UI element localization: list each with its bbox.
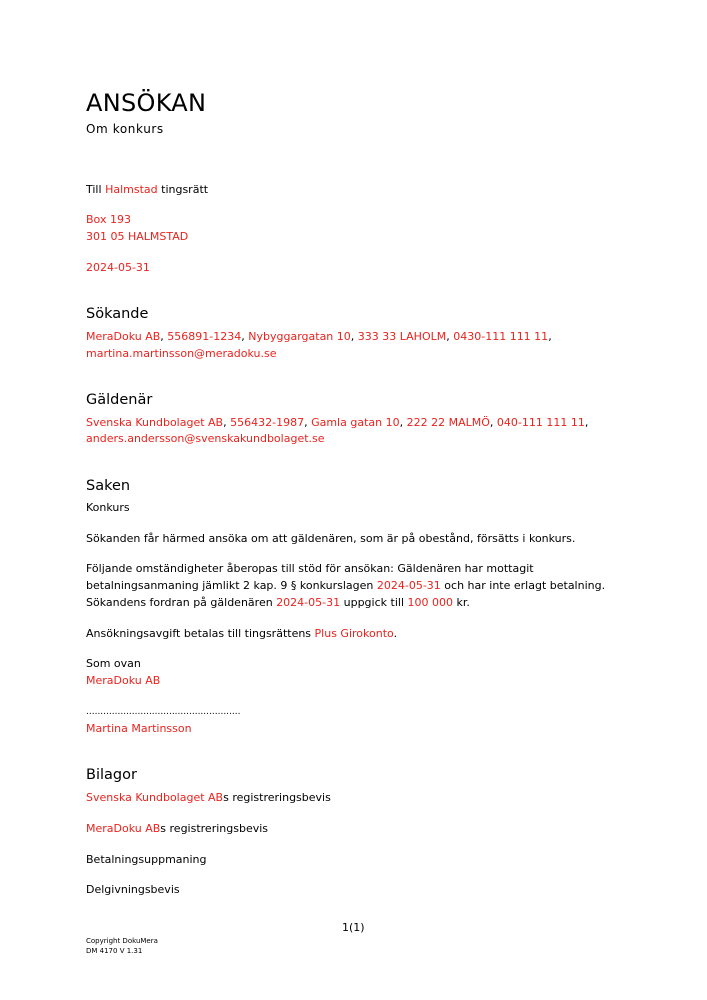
applicant-orgnr: 556891-1234: [167, 330, 242, 343]
debtor-postal: 222 22 MALMÖ: [406, 416, 490, 429]
fee-end: .: [393, 627, 398, 640]
grounds-text-end: och har inte erlagt betalning.: [444, 579, 606, 592]
applicant-postal: 333 33 LAHOLM: [357, 330, 447, 343]
debtor-details: Svenska Kundbolaget AB, 556432-1987, Gamla gatan 10, 222 22 MALMÖ, 040-111 111 11,: [86, 416, 589, 429]
applicant-heading: Sökande: [86, 306, 149, 322]
attachment-item: [86, 821, 268, 837]
signature-company: MeraDoku AB: [86, 674, 161, 687]
attachment-item: Betalningsuppmaning: [86, 853, 207, 866]
signature-as-above: Som ovan: [86, 657, 141, 670]
matter-grounds-line1: Följande omständigheter åberopas till stöd för ansökan: Gäldenären har mottagit: [86, 562, 534, 575]
footer-copyright: Copyright DokuMera: [86, 937, 158, 945]
fee-text: Ansökningsavgift betalas till tingsrättens: [86, 627, 312, 640]
signer-name: Martina Martinsson: [86, 722, 192, 735]
debtor-name: Svenska Kundbolaget AB: [86, 416, 224, 429]
debtor-orgnr: 556432-1987: [230, 416, 305, 429]
claim-date: 2024-05-31: [276, 596, 341, 609]
applicant-details: MeraDoku AB, 556891-1234, Nybyggargatan 10, 333 33 LAHOLM, 0430-111 111 11,: [86, 330, 552, 343]
recipient-postal: 301 05 HALMSTAD: [86, 230, 189, 243]
recipient-prefix: Till: [86, 183, 102, 196]
attachment-company-name: MeraDoku AB: [86, 822, 161, 835]
debtor-phone: 040-111 111 11: [496, 416, 585, 429]
fee-account: Plus Girokonto: [314, 627, 394, 640]
applicant-street: Nybyggargatan 10: [248, 330, 351, 343]
debtor-email: anders.andersson@svenskakundbolaget.se: [86, 432, 325, 445]
matter-fee: [86, 626, 397, 642]
recipient-line: [86, 182, 208, 198]
document-date: 2024-05-31: [86, 261, 150, 274]
claim-unit: kr.: [456, 596, 470, 609]
matter-heading: Saken: [86, 478, 131, 494]
attachment-company-name: Svenska Kundbolaget AB: [86, 791, 224, 804]
court-name: Halmstad: [105, 183, 158, 196]
attachment-item: [86, 790, 331, 806]
applicant-phone: 0430-111 111 11: [453, 330, 549, 343]
claim-mid: uppgick till: [343, 596, 404, 609]
attachments-heading: Bilagor: [86, 767, 137, 783]
grounds-date: 2024-05-31: [376, 579, 441, 592]
claim-amount: 100 000: [407, 596, 453, 609]
matter-request: Sökanden får härmed ansöka om att gäldenären, som är på obestånd, försätts i konkurs.: [86, 532, 576, 545]
signature-line: ......................................................: [86, 707, 241, 717]
matter-grounds-line2: [86, 578, 605, 594]
applicant-name: MeraDoku AB: [86, 330, 161, 343]
applicant-email: martina.martinsson@meradoku.se: [86, 347, 277, 360]
matter-type: Konkurs: [86, 501, 130, 514]
page-number: 1(1): [342, 921, 365, 934]
matter-claim: [86, 595, 470, 611]
claim-text: Sökandens fordran på gäldenären: [86, 596, 273, 609]
footer-version: DM 4170 V 1.31: [86, 947, 143, 955]
attachment-suffix: s registreringsbevis: [160, 822, 269, 835]
attachment-item: Delgivningsbevis: [86, 883, 180, 896]
document-title: ANSÖKAN: [86, 89, 207, 117]
recipient-suffix: tingsrätt: [161, 183, 209, 196]
document-subtitle: Om konkurs: [86, 122, 164, 136]
debtor-heading: Gäldenär: [86, 392, 153, 408]
attachment-suffix: s registreringsbevis: [223, 791, 331, 804]
recipient-box: Box 193: [86, 213, 131, 226]
debtor-street: Gamla gatan 10: [311, 416, 400, 429]
grounds-text: betalningsanmaning jämlikt 2 kap. 9 § konkurslagen: [86, 579, 374, 592]
